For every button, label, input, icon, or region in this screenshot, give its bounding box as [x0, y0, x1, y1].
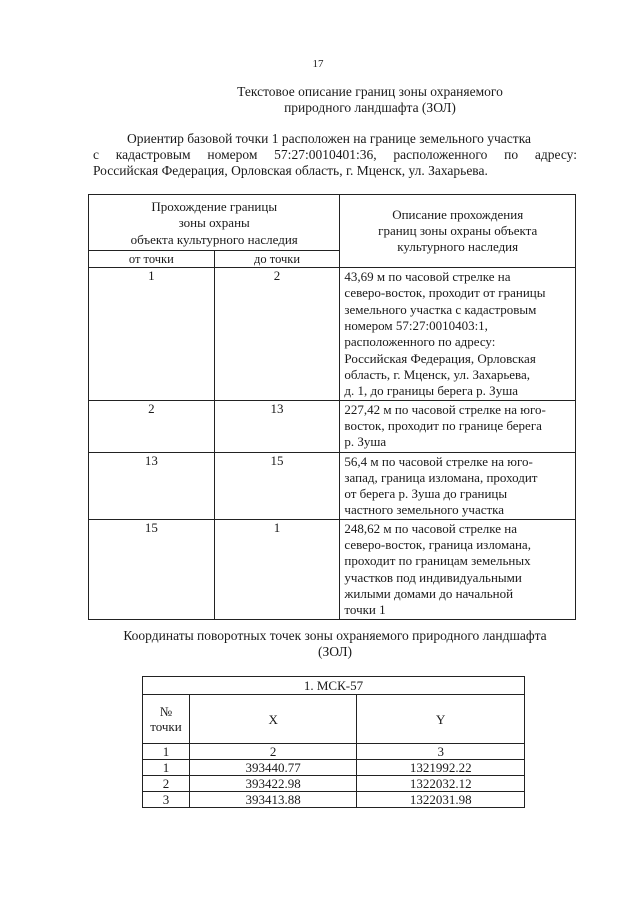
- coordinates-title-line-2: (ЗОЛ): [318, 644, 352, 659]
- coordinates-header-row: [143, 695, 525, 744]
- y-coordinate-cell: 1321992.22: [357, 760, 525, 776]
- header-to-point: до точки: [214, 250, 340, 267]
- description-line: 56,4 м по часовой стрелке на юго-: [344, 453, 533, 469]
- description-line: р. Зуша: [344, 434, 387, 450]
- description-line: д. 1, до границы берега р. Зуша: [344, 383, 518, 399]
- point-number-cell: 3: [143, 792, 190, 808]
- description-line: 43,69 м по часовой стрелке на: [344, 269, 511, 285]
- description-line: частного земельного участка: [344, 502, 505, 518]
- intro-line-2: с кадастровым номером 57:27:0010401:36, расположенного по адресу:: [93, 147, 577, 162]
- description-line: северо-восток, граница изломана,: [344, 537, 531, 553]
- header-boundary-passage-line-2: зоны охраны: [178, 215, 250, 231]
- description-line: 227,42 м по часовой стрелке на юго-: [344, 401, 546, 417]
- column-index-row: [143, 744, 525, 760]
- description-line: восток, проходит по границе берега: [344, 417, 542, 433]
- header-boundary-passage-line-1: Прохождение границы: [151, 199, 278, 214]
- table-row: [143, 776, 525, 792]
- coordinates-title-line-1: Координаты поворотных точек зоны охраняемого природного ландшафта: [123, 628, 547, 643]
- coordinate-system-label: 1. МСК-57: [143, 677, 525, 695]
- description-line: участков под индивидуальными: [344, 569, 522, 585]
- point-number-cell: 1: [143, 760, 190, 776]
- to-point-cell: 13: [214, 400, 340, 452]
- description-line: от берега р. Зуша до границы: [344, 486, 508, 502]
- intro-paragraph: [93, 131, 577, 179]
- description-cell: [340, 519, 576, 619]
- table-row: [143, 760, 525, 776]
- from-point-cell: 13: [89, 452, 215, 519]
- description-cell: [340, 400, 576, 452]
- header-boundary-description: [340, 195, 576, 268]
- description-line: проходит по границам земельных: [344, 553, 531, 569]
- column-index-cell: 2: [189, 744, 357, 760]
- boundary-table-header-row: [89, 195, 576, 251]
- coordinates-title: [93, 628, 577, 660]
- header-x: X: [189, 695, 357, 744]
- x-coordinate-cell: 393413.88: [189, 792, 357, 808]
- header-point-number-line-2: точки: [150, 719, 182, 734]
- to-point-cell: 1: [214, 519, 340, 619]
- document-title: [120, 84, 620, 116]
- table-row: [89, 400, 576, 452]
- description-cell: [340, 268, 576, 400]
- table-row: [143, 792, 525, 808]
- table-row: [89, 268, 576, 400]
- description-line: запад, граница изломана, проходит: [344, 469, 538, 485]
- to-point-cell: 15: [214, 452, 340, 519]
- from-point-cell: 2: [89, 400, 215, 452]
- header-point-number-line-1: №: [159, 704, 173, 719]
- description-line: номером 57:27:0010403:1,: [344, 318, 488, 334]
- description-line: северо-восток, проходит от границы: [344, 285, 546, 301]
- intro-line-3: Российская Федерация, Орловская область, г. Мценск, ул. Захарьева.: [93, 163, 488, 178]
- from-point-cell: 15: [89, 519, 215, 619]
- header-boundary-description-line-2: границ зоны охраны объекта: [378, 222, 538, 238]
- from-point-cell: 1: [89, 268, 215, 400]
- description-line: жилыми домами до начальной: [344, 585, 514, 601]
- description-line: точки 1: [344, 602, 386, 618]
- intro-line-1: Ориентир базовой точки 1 расположен на границе земельного участка: [127, 131, 532, 146]
- document-title-line-1: Текстовое описание границ зоны охраняемого: [237, 84, 503, 99]
- description-line: область, г. Мценск, ул. Захарьева,: [344, 366, 531, 382]
- page-number: 17: [312, 58, 324, 70]
- y-coordinate-cell: 1322032.12: [357, 776, 525, 792]
- header-point-number: [143, 695, 190, 744]
- header-boundary-passage-line-3: объекта культурного наследия: [130, 231, 298, 247]
- y-coordinate-cell: 1322031.98: [357, 792, 525, 808]
- document-title-line-2: природного ландшафта (ЗОЛ): [284, 100, 456, 115]
- column-index-cell: 1: [143, 744, 190, 760]
- description-line: расположенного по адресу:: [344, 334, 496, 350]
- coordinate-system-row: [143, 677, 525, 695]
- x-coordinate-cell: 393440.77: [189, 760, 357, 776]
- to-point-cell: 2: [214, 268, 340, 400]
- table-row: [89, 452, 576, 519]
- header-boundary-description-line-3: культурного наследия: [397, 239, 519, 255]
- boundary-description-table: [88, 194, 576, 620]
- description-line: 248,62 м по часовой стрелке на: [344, 520, 518, 536]
- point-number-cell: 2: [143, 776, 190, 792]
- description-line: Российская Федерация, Орловская: [344, 350, 536, 366]
- description-cell: [340, 452, 576, 519]
- header-from-point: от точки: [89, 250, 215, 267]
- x-coordinate-cell: 393422.98: [189, 776, 357, 792]
- header-boundary-passage: [89, 195, 340, 251]
- header-boundary-description-line-1: Описание прохождения: [392, 206, 524, 222]
- header-y: Y: [357, 695, 525, 744]
- description-line: земельного участка с кадастровым: [344, 301, 537, 317]
- table-row: [89, 519, 576, 619]
- coordinates-table: [142, 676, 525, 808]
- column-index-cell: 3: [357, 744, 525, 760]
